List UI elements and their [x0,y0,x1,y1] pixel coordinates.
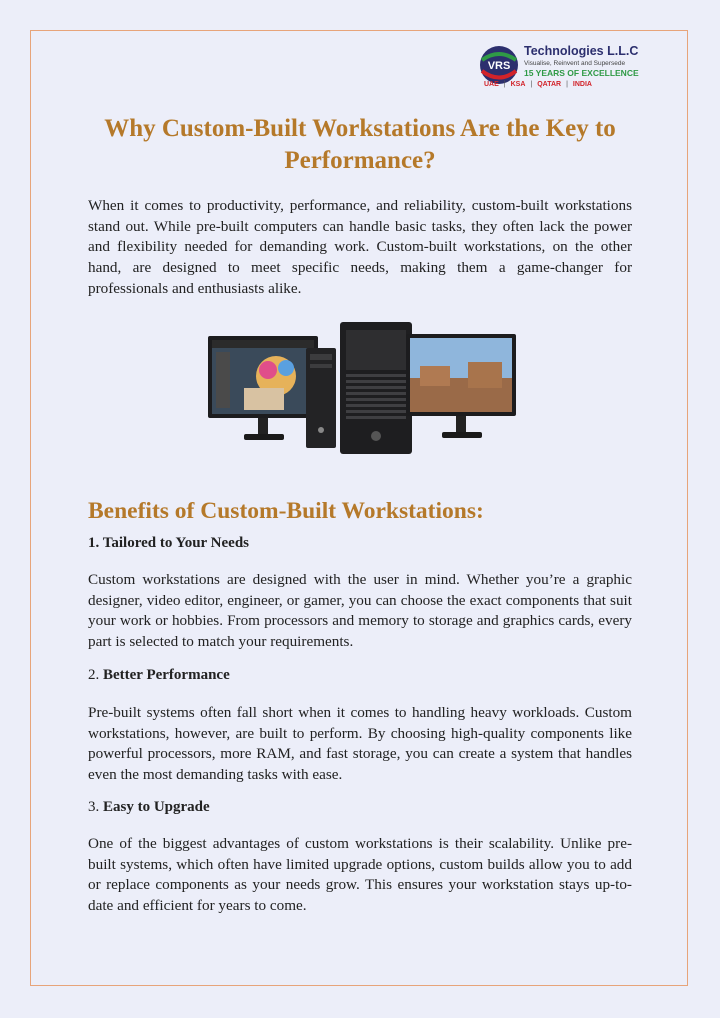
benefit-1-heading [88,533,632,553]
region-india: INDIA [572,81,592,88]
globe-logo-icon [478,44,520,86]
region-qatar: QATAR [537,81,562,88]
page-title: Why Custom-Built Workstations Are the Key to Performance? [104,115,616,174]
large-tower-icon [340,322,412,454]
right-monitor-icon [406,334,516,438]
logo-regions: UAE | KSA | QATAR | INDIA [484,81,592,88]
benefit-2-title: Better Performance [103,667,230,683]
benefit-1-text: Custom workstations are designed with the user in mind. Whether you’re a graphic designer, video editor, engineer, or gamer, you can choose the exact components that suit your work or hobbies. From processors and memory to storage and graphics cards, every part is selected to match your requirements. [88,571,632,651]
benefit-3-text: One of the biggest advantages of custom workstations is their scalability. Unlike pre-built systems, which often have limited upgrade options, custom builds allow you to add or replace components as your needs grow. This ensures your workstation stays up-to-date and efficient for years to come. [88,835,632,915]
company-logo [478,42,638,94]
region-ksa: KSA [510,81,526,88]
benefit-2-number: 2. [88,667,100,683]
benefit-3-heading [88,797,632,817]
logo-years-excellence: 15 YEARS OF EXCELLENCE [524,68,639,78]
logo-tagline: Visualise, Reinvent and Supersede [524,60,626,67]
region-uae: UAE [484,81,499,88]
benefit-2-heading [88,665,632,685]
left-monitor-icon [208,336,318,440]
logo-mark: VRS [487,60,511,72]
benefit-1-number: 1. [88,535,100,551]
workstation-monitors-illustration [206,318,518,458]
benefit-3-title: Easy to Upgrade [103,799,210,815]
small-tower-icon [306,348,336,448]
benefit-3-number: 3. [88,799,100,815]
benefit-1-title: Tailored to Your Needs [102,535,249,551]
intro-paragraph: When it comes to productivity, performance, and reliability, custom-built workstations stand out. While pre-built computers can handle basic tasks, they often lack the power and flexibility needed for demanding work. Custom-built workstations, on the other hand, are designed to meet specific needs, making them a game-changer for professionals and enthusiasts alike. [88,197,632,297]
logo-company-name: Technologies L.L.C [524,44,639,58]
benefits-heading: Benefits of Custom-Built Workstations: [88,498,484,524]
benefit-2-text: Pre-built systems often fall short when it comes to handling heavy workloads. Custom workstations, however, are built to perform. By choosing high-quality components like powerful processors, more RAM, and fast storage, you can create a system that handles even the most demanding tasks with ease. [88,704,632,784]
